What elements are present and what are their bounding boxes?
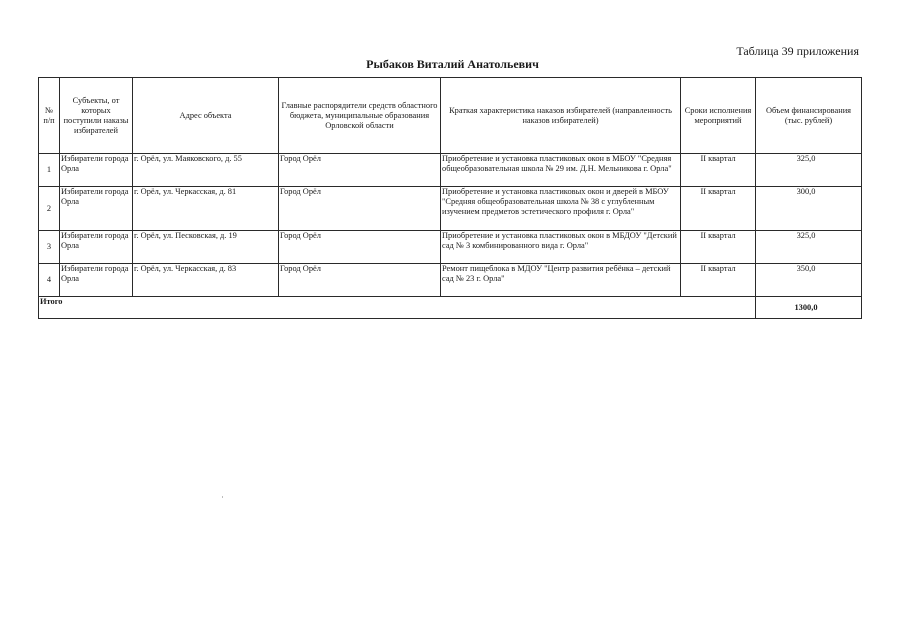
table-row [39,154,862,187]
row-funding: 300,0 [756,187,862,231]
row-subject: Избиратели города Орла [60,264,133,297]
row-funding: 350,0 [756,264,862,297]
total-value: 1300,0 [756,297,862,319]
header-budget-managers: Главные распорядители средств областного бюджета, муниципальные образования Орловской области [279,78,441,154]
deputy-name-title: Рыбаков Виталий Анатольевич [366,57,539,71]
row-term: II квартал [681,231,756,264]
total-row [39,297,862,319]
row-manager: Город Орёл [279,154,441,187]
row-address: г. Орёл, ул. Черкасская, д. 83 [133,264,279,297]
row-number: 1 [39,154,60,187]
row-number: 4 [39,264,60,297]
row-term: II квартал [681,264,756,297]
header-description: Краткая характеристика наказов избирателей (направленность наказов избирателей) [441,78,681,154]
row-manager: Город Орёл [279,264,441,297]
row-term: II квартал [681,187,756,231]
scan-speck [222,496,223,498]
row-number: 2 [39,187,60,231]
row-address: г. Орёл, ул. Песковская, д. 19 [133,231,279,264]
row-description: Ремонт пищеблока в МДОУ "Центр развития ребёнка – детский сад № 23 г. Орла" [441,264,681,297]
row-description: Приобретение и установка пластиковых окон в МБДОУ "Детский сад № 3 комбинированного вида г. Орла" [441,231,681,264]
row-funding: 325,0 [756,231,862,264]
row-address: г. Орёл, ул. Маяковского, д. 55 [133,154,279,187]
table-header-row [39,78,862,154]
row-funding: 325,0 [756,154,862,187]
row-description: Приобретение и установка пластиковых окон и дверей в МБОУ "Средняя общеобразовательная школа № 38 с углубленным изучением предметов эстетического профиля г. Орла" [441,187,681,231]
table-row [39,231,862,264]
total-label: Итого [39,297,756,319]
row-manager: Город Орёл [279,187,441,231]
row-subject: Избиратели города Орла [60,154,133,187]
row-description: Приобретение и установка пластиковых окон в МБОУ "Средняя общеобразовательная школа № 29 им. Д.Н. Мельникова г. Орла" [441,154,681,187]
row-manager: Город Орёл [279,231,441,264]
header-terms: Сроки исполнения мероприятий [681,78,756,154]
voter-orders-table [38,77,862,319]
header-address: Адрес объекта [133,78,279,154]
table-row [39,264,862,297]
header-subjects: Субъекты, от которых поступили наказы избирателей [60,78,133,154]
header-funding: Объем финансирования (тыс. рублей) [756,78,862,154]
table-row [39,187,862,231]
row-address: г. Орёл, ул. Черкасская, д. 81 [133,187,279,231]
header-number: № п/п [39,78,60,154]
appendix-label: Таблица 39 приложения [736,44,859,58]
row-term: II квартал [681,154,756,187]
row-subject: Избиратели города Орла [60,231,133,264]
row-subject: Избиратели города Орла [60,187,133,231]
row-number: 3 [39,231,60,264]
